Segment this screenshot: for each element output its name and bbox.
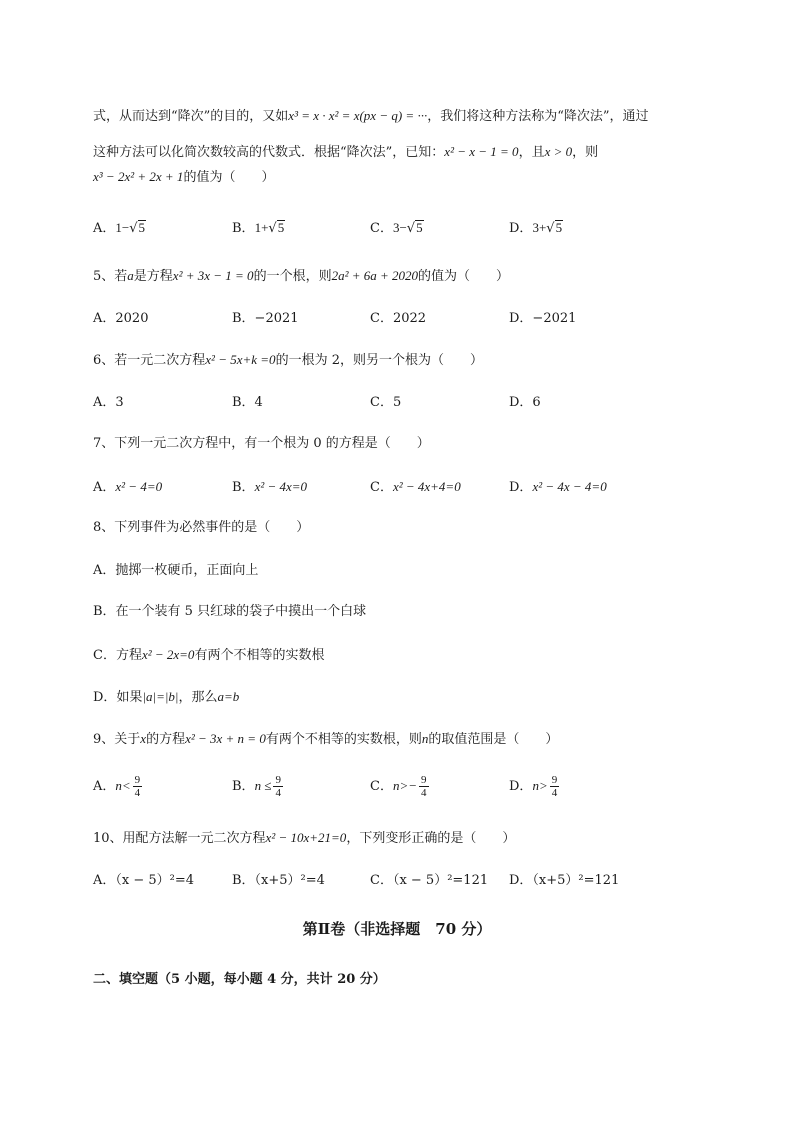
q4-text-1b: ，我们将这种方法称为“降次法”，通过 xyxy=(427,109,649,124)
sqrt-symbol: √ xyxy=(546,221,555,236)
q7-option-d: D．x² − 4x − 4=0 xyxy=(509,479,607,495)
q4-text-2a: 这种方法可以化简次数较高的代数式．根据“降次法”，已知： xyxy=(93,145,445,160)
q5-option-b: B．−2021 xyxy=(232,311,299,326)
q4-expr-2: x² − x − 1 = 0 xyxy=(444,144,519,159)
sqrt-symbol: √ xyxy=(406,221,416,236)
q4-text-1a: 式，从而达到“降次”的目的，又如 xyxy=(93,109,289,124)
q6-option-b: B．4 xyxy=(232,395,263,410)
q9-option-c: C．n>− $\frac{9}{4}$ xyxy=(370,774,427,799)
q8-option-b: B．在一个装有 5 只红球的袋子中摸出一个白球 xyxy=(93,604,367,619)
section-title: 第Ⅱ卷（非选择题 70 分） xyxy=(302,920,492,938)
q4-option-d: D．3+√5 xyxy=(509,220,563,236)
q8-option-a: A．抛掷一枚硬币，正面向上 xyxy=(93,563,259,578)
part-title: 二、填空题（5 小题，每小题 4 分，共计 20 分） xyxy=(93,972,386,987)
q4-expr-1: x³ = x · x² = x(px − q) = ··· xyxy=(288,108,428,123)
q6-option-c: C．5 xyxy=(370,395,402,410)
q8-option-d: D．如果|a|=|b|，那么a=b xyxy=(93,689,240,705)
q4-text-2b: ，且 xyxy=(518,145,545,160)
fraction: $\frac{9}{4}$ xyxy=(275,774,281,799)
q6-option-d: D．6 xyxy=(509,395,541,410)
q7-option-a: A．x² − 4=0 xyxy=(93,479,163,495)
q6-option-a: A．3 xyxy=(93,395,124,410)
q5-stem: 5、若a是方程x² + 3x − 1 = 0的一个根，则2a² + 6a + 2020的值为（ ） xyxy=(93,268,510,284)
q6-stem: 6、若一元二次方程x² − 5x+k =0的一根为 2，则另一个根为（ ） xyxy=(93,352,483,368)
q4-line-3 xyxy=(93,167,274,188)
q10-option-b: B．（x+5）²=4 xyxy=(232,873,325,888)
q9-option-d: D．n> $\frac{9}{4}$ xyxy=(509,774,558,799)
fraction: $\frac{9}{4}$ xyxy=(421,774,427,799)
q5-option-a: A．2020 xyxy=(93,311,149,326)
q4-line-2 xyxy=(93,142,598,163)
sqrt-symbol: √ xyxy=(129,221,138,236)
q4-text-3b: 的值为（ ） xyxy=(183,170,275,185)
q10-option-c: C．（x − 5）²=121 xyxy=(370,873,489,888)
q4-expr-3: x³ − 2x² + 2x + 1 xyxy=(93,169,184,184)
q4-option-b: B．1+√5 xyxy=(232,220,285,236)
q10-option-a: A．（x − 5）²=4 xyxy=(93,873,195,888)
q4-option-a: A．1−√5 xyxy=(93,220,146,236)
fraction: $\frac{9}{4}$ xyxy=(134,774,141,799)
q7-option-c: C．x² − 4x+4=0 xyxy=(370,479,461,495)
q5-option-d: D．−2021 xyxy=(509,311,577,326)
q10-option-d: D．（x+5）²=121 xyxy=(509,873,620,888)
q5-option-c: C．2022 xyxy=(370,311,427,326)
q9-option-b: B．n ≤ $\frac{9}{4}$ xyxy=(232,774,281,799)
q9-stem: 9、关于x的方程x² − 3x + n = 0有两个不相等的实数根，则n的取值范围是（ ） xyxy=(93,731,559,747)
q7-stem: 7、下列一元二次方程中，有一个根为 0 的方程是（ ） xyxy=(93,436,430,451)
q4-line-1 xyxy=(93,106,649,127)
fraction: $\frac{9}{4}$ xyxy=(551,774,558,799)
q10-stem: 10、用配方法解一元二次方程x² − 10x+21=0，下列变形正确的是（ ） xyxy=(93,830,516,846)
q7-option-b: B．x² − 4x=0 xyxy=(232,479,308,495)
q4-option-c: C．3−√5 xyxy=(370,220,423,236)
sqrt-symbol: √ xyxy=(268,221,277,236)
q4-cond: x > 0 xyxy=(544,144,573,159)
q4-text-2c: ，则 xyxy=(572,145,599,160)
q9-option-a: A．n< $\frac{9}{4}$ xyxy=(93,774,141,799)
q8-option-c: C．方程x² − 2x=0有两个不相等的实数根 xyxy=(93,647,325,663)
q8-stem: 8、下列事件为必然事件的是（ ） xyxy=(93,520,310,535)
